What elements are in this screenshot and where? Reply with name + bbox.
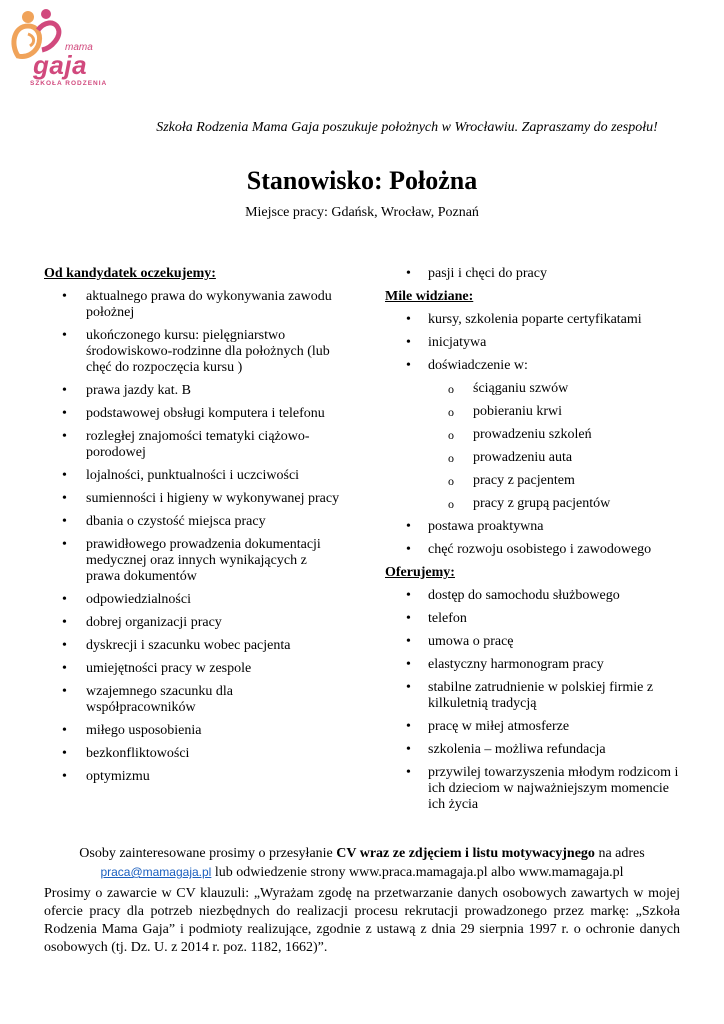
requirement-item: • rozległej znajomości tematyki ciążowo-porodowej [44,429,344,461]
requirement-item: • umiejętności pracy w zespole [44,661,344,677]
gdpr-clause: Prosimy o zawarcie w CV klauzuli: „Wyrażam zgodę na przetwarzanie danych osobowych zawartych w mojej ofercie pracy dla potrzeb niezbędnych do realizacji procesu rekrutacji prowadzonego przez markę: „Szkoła Rodzenia Mama Gaja” i podmioty realizujące, zgodnie z ustawą z dnia 29 sierpnia 1997 r. o ochronie danych osobowych (tj. Dz. U. z 2014 r. poz. 1182, 1662)”. [44,886,680,955]
experience-item: o pobieraniu krwi [385,404,685,420]
offer-item: • pracę w miłej atmosferze [385,719,685,735]
requirement-item: • lojalności, punktualności i uczciwości [44,468,344,484]
requirement-item: • podstawowej obsługi komputera i telefonu [44,406,344,422]
experience-item: o ściąganiu szwów [385,381,685,397]
offer-item: • telefon [385,611,685,627]
contact-websites: lub odwiedzenie strony www.praca.mamagaja.pl albo www.mamagaja.pl [211,865,624,880]
logo-name-text: gaja [33,50,88,80]
offer-item: • szkolenia – możliwa refundacja [385,742,685,758]
requirement-item: • ukończonego kursu: pielęgniarstwo środowiskowo-rodzinne dla położnych (lub chęć do rozpoczęcia kursu ) [44,328,344,376]
welcome-item: • doświadczenie w: [385,358,685,374]
requirement-item: • odpowiedzialności [44,592,344,608]
contact-paragraph [0,845,724,882]
requirement-item: • dobrej organizacji pracy [44,615,344,631]
requirements-list [44,289,344,785]
intro-text: Szkoła Rodzenia Mama Gaja poszukuje położnych w Wrocławiu. Zapraszamy do zespołu! [156,120,658,135]
logo [8,6,108,92]
logo-subtitle-text: SZKOŁA RODZENIA [30,80,108,87]
welcome-item: • chęć rozwoju osobistego i zawodowego [385,542,685,558]
requirement-item: • sumienności i higieny w wykonywanej pracy [44,491,344,507]
requirements-heading: Od kandydatek oczekujemy: [44,266,216,281]
email-link[interactable]: praca@mamagaja.pl [100,865,212,879]
offer-item: • umowa o pracę [385,634,685,650]
offer-item: • przywilej towarzyszenia młodym rodzicom i ich dzieciom w najważniejszym momencie ich życia [385,765,685,813]
requirement-item: • dbania o czystość miejsca pracy [44,514,344,530]
logo-mama-text: mama [65,42,93,53]
page-title: Stanowisko: Położna [246,166,478,195]
requirement-item: • dyskrecji i szacunku wobec pacjenta [44,638,344,654]
requirement-item: • aktualnego prawa do wykonywania zawodu położnej [44,289,344,321]
welcome-heading: Mile widziane: [385,289,474,304]
experience-item: o prowadzeniu auta [385,450,685,466]
welcome-item: • kursy, szkolenia poparte certyfikatami [385,312,685,328]
welcome-item: • inicjatywa [385,335,685,351]
offer-item: • elastyczny harmonogram pracy [385,657,685,673]
requirement-item: • bezkonfliktowości [44,746,344,762]
experience-item: o prowadzeniu szkoleń [385,427,685,443]
requirement-item: • wzajemnego szacunku dla współpracowników [44,684,344,716]
offer-item: • stabilne zatrudnienie w polskiej firmie z kilkuletnią tradycją [385,680,685,712]
experience-item: o pracy z grupą pacjentów [385,496,685,512]
requirements-list-continued [385,266,685,282]
requirement-item: • prawa jazdy kat. B [44,383,344,399]
requirement-item: • miłego usposobienia [44,723,344,739]
contact-text: na adres [594,846,645,861]
right-column [385,266,685,820]
requirements-section [44,266,344,792]
offer-heading: Oferujemy: [385,565,455,580]
requirement-item: • optymizmu [44,769,344,785]
experience-list [385,381,685,512]
welcome-list [385,312,685,374]
contact-documents: CV wraz ze zdjęciem i listu motywacyjnego [336,846,595,861]
work-location: Miejsce pracy: Gdańsk, Wrocław, Poznań [245,205,479,220]
experience-item: o pracy z pacjentem [385,473,685,489]
offer-item: • dostęp do samochodu służbowego [385,588,685,604]
welcome-list-more [385,519,685,558]
contact-text: Osoby zainteresowane prosimy o przesyłanie [79,846,337,861]
requirement-item: • prawidłowego prowadzenia dokumentacji medycznej oraz innych wynikających z prawa dokumentów [44,537,344,585]
requirement-item: • pasji i chęci do pracy [385,266,685,282]
welcome-item: • postawa proaktywna [385,519,685,535]
offer-list [385,588,685,813]
